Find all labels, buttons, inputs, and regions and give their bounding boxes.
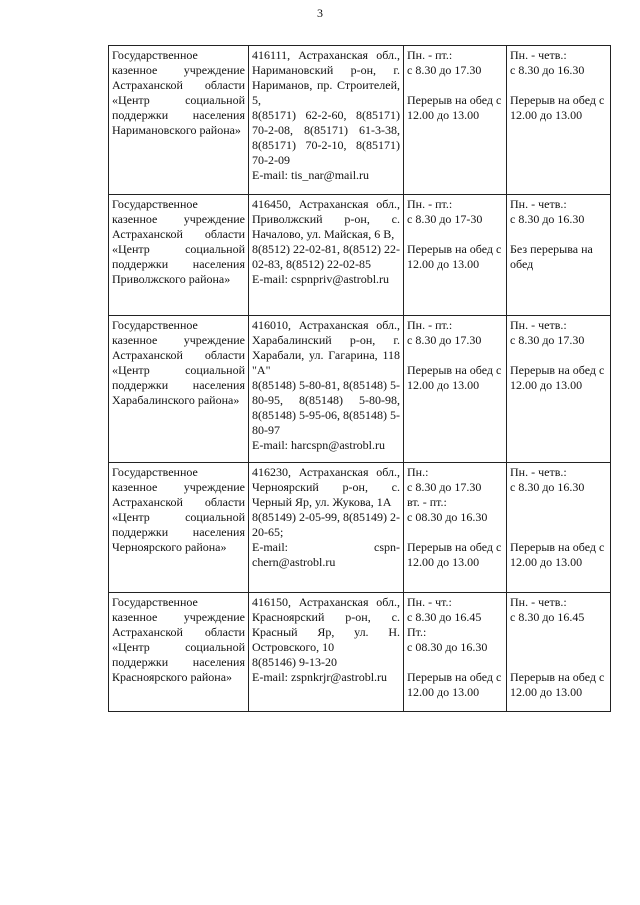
address: 416230, Астраханская обл., Черноярский р-он, с. Черный Яр, ул. Жукова, 1А xyxy=(252,465,400,509)
institution-name: Государственное казенное учреждение Астраханской области «Центр социальной поддержки населения Харабалинского района» xyxy=(112,318,245,407)
schedule-days: Пн. - четв.: xyxy=(510,197,567,211)
schedule-days: Пн. - пт.: xyxy=(407,197,453,211)
schedule-hours: с 8.30 до 16.30 xyxy=(510,63,585,77)
schedule-break: Перерыв на обед с 12.00 до 13.00 xyxy=(407,93,502,122)
institutions-table xyxy=(108,45,611,712)
schedule-hours: с 8.30 до 17.30 xyxy=(510,333,585,347)
schedule-hours: с 8.30 до 17.30 xyxy=(407,63,482,77)
schedule-days: Пн. - четв.: xyxy=(510,595,567,609)
schedule-break: Перерыв на обед с 12.00 до 13.00 xyxy=(407,242,502,271)
schedule-days: Пн. - четв.: xyxy=(510,465,567,479)
address-cell xyxy=(249,46,404,195)
table-row xyxy=(109,46,611,195)
schedule-hours: с 8.30 до 16.45 xyxy=(510,610,585,624)
institution-name-cell xyxy=(109,593,249,712)
institution-name-cell xyxy=(109,463,249,593)
schedule-days: Пн. - пт.: xyxy=(407,318,453,332)
phones: 8(85149) 2-05-99, 8(85149) 2-20-65; xyxy=(252,510,400,539)
schedule-hours: с 8.30 до 16.30 xyxy=(510,212,585,226)
schedule-hours: с 8.30 до 16.30 xyxy=(510,480,585,494)
schedule-break: Без перерыва на обед xyxy=(510,242,593,271)
schedule-break: Перерыв на обед с 12.00 до 13.00 xyxy=(407,670,502,699)
schedule-cell-b xyxy=(507,463,611,593)
schedule-cell-b xyxy=(507,316,611,463)
address-cell xyxy=(249,316,404,463)
schedule-days: Пн. - четв.: xyxy=(510,318,567,332)
schedule-days: Пн. - четв.: xyxy=(510,48,567,62)
table-row xyxy=(109,463,611,593)
schedule-cell-a xyxy=(404,316,507,463)
address-cell xyxy=(249,593,404,712)
schedule-cell-b xyxy=(507,593,611,712)
email: E-mail: harcspn@astrobl.ru xyxy=(252,438,386,452)
institution-name-cell xyxy=(109,316,249,463)
schedule-days: Пн.: xyxy=(407,465,429,479)
institution-name: Государственное казенное учреждение Астраханской области «Центр социальной поддержки населения Наримановского района» xyxy=(112,48,245,137)
institution-name: Государственное казенное учреждение Астраханской области «Центр социальной поддержки населения Приволжского района» xyxy=(112,197,245,286)
address-cell xyxy=(249,195,404,316)
phones: 8(85146) 9-13-20 xyxy=(252,655,337,669)
schedule-break: Перерыв на обед с 12.00 до 13.00 xyxy=(510,93,605,122)
email: E-mail: cspnpriv@astrobl.ru xyxy=(252,272,390,286)
email: E-mail: zspnkrjr@astrobl.ru xyxy=(252,670,388,684)
schedule-cell-a xyxy=(404,593,507,712)
address: 416111, Астраханская обл., Наримановский р-он, г. Нариманов, пр. Строителей, 5, xyxy=(252,48,400,107)
institution-name: Государственное казенное учреждение Астраханской области «Центр социальной поддержки населения Черноярского района» xyxy=(112,465,245,554)
table-row xyxy=(109,316,611,463)
phones: 8(85148) 5-80-81, 8(85148) 5-80-95, 8(85148) 5-80-98, 8(85148) 5-95-06, 8(85148) 5-80-97 xyxy=(252,378,400,437)
schedule-break: Перерыв на обед с 12.00 до 13.00 xyxy=(407,363,502,392)
phones: 8(85171) 62-2-60, 8(85171) 70-2-08, 8(85171) 61-3-38, 8(85171) 70-2-10, 8(85171) 70-2-09 xyxy=(252,108,400,167)
phones: 8(8512) 22-02-81, 8(8512) 22-02-83, 8(8512) 22-02-85 xyxy=(252,242,400,271)
schedule-cell-a xyxy=(404,46,507,195)
address: 416450, Астраханская обл., Приволжский р-он, с. Началово, ул. Майская, 6 В, xyxy=(252,197,400,241)
email: E-mail: tis_nar@mail.ru xyxy=(252,168,370,182)
page-number: 3 xyxy=(317,6,323,20)
table-row xyxy=(109,195,611,316)
schedule-cell-a xyxy=(404,195,507,316)
address: 416150, Астраханская обл., Красноярский р-он, с. Красный Яр, ул. Н. Островского, 10 xyxy=(252,595,400,654)
address: 416010, Астраханская обл., Харабалинский р-он, г. Харабали, ул. Гагарина, 118 "А" xyxy=(252,318,400,377)
schedule-hours: с 8.30 до 17.30 xyxy=(407,333,482,347)
institution-name-cell xyxy=(109,46,249,195)
schedule-break: Перерыв на обед с 12.00 до 13.00 xyxy=(510,363,605,392)
institution-name-cell xyxy=(109,195,249,316)
schedule-cell-b xyxy=(507,46,611,195)
schedule-break: Перерыв на обед с 12.00 до 13.00 xyxy=(510,670,605,699)
schedule-days: Пн. - чт.: xyxy=(407,595,452,609)
table-row xyxy=(109,593,611,712)
schedule-days-2: Пт.: xyxy=(407,625,427,639)
schedule-days-2: вт. - пт.: xyxy=(407,495,447,509)
schedule-hours-2: с 08.30 до 16.30 xyxy=(407,640,488,654)
schedule-hours: с 8.30 до 17.30 xyxy=(407,480,482,494)
schedule-days: Пн. - пт.: xyxy=(407,48,453,62)
schedule-cell-a xyxy=(404,463,507,593)
schedule-cell-b xyxy=(507,195,611,316)
schedule-break: Перерыв на обед с 12.00 до 13.00 xyxy=(407,540,502,569)
schedule-break: Перерыв на обед с 12.00 до 13.00 xyxy=(510,540,605,569)
schedule-hours-2: с 08.30 до 16.30 xyxy=(407,510,488,524)
email: E-mail: cspn-chern@astrobl.ru xyxy=(252,540,400,569)
address-cell xyxy=(249,463,404,593)
institution-name: Государственное казенное учреждение Астраханской области «Центр социальной поддержки населения Красноярского района» xyxy=(112,595,245,684)
schedule-hours: с 8.30 до 16.45 xyxy=(407,610,482,624)
schedule-hours: с 8.30 до 17-30 xyxy=(407,212,483,226)
